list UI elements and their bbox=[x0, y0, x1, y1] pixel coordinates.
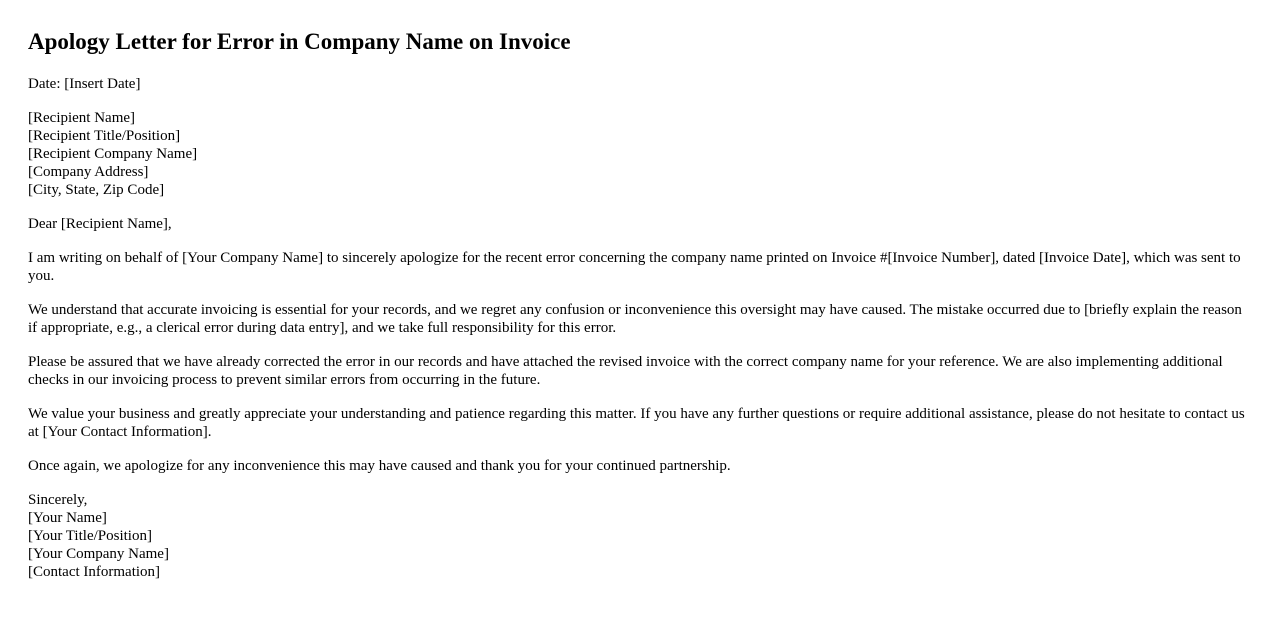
sender-contact: [Contact Information] bbox=[28, 564, 161, 580]
body-paragraph-4: We value your business and greatly appreciate your understanding and patience regarding this matter. If you have any further questions or require additional assistance, please do not hesitate to contact us at [Your Contact Information]. bbox=[28, 406, 1245, 440]
signature-block bbox=[28, 491, 1250, 581]
recipient-address: [Company Address] bbox=[28, 164, 149, 180]
sender-company: [Your Company Name] bbox=[28, 546, 169, 562]
recipient-name: [Recipient Name] bbox=[28, 110, 136, 126]
recipient-title: [Recipient Title/Position] bbox=[28, 128, 181, 144]
letter-page bbox=[0, 29, 1278, 581]
body-paragraph-5: Once again, we apologize for any inconvenience this may have caused and thank you for your continued partnership. bbox=[28, 458, 731, 474]
recipient-company: [Recipient Company Name] bbox=[28, 146, 198, 162]
sender-name: [Your Name] bbox=[28, 510, 107, 526]
page-title: Apology Letter for Error in Company Name on Invoice bbox=[28, 29, 571, 54]
closing: Sincerely, bbox=[28, 492, 88, 508]
body-paragraph-3: Please be assured that we have already corrected the error in our records and have attached the revised invoice with the correct company name for your reference. We are also implementing additional checks in our invoicing process to prevent similar errors from occurring in the future. bbox=[28, 354, 1223, 388]
sender-title: [Your Title/Position] bbox=[28, 528, 152, 544]
body-paragraph-1: I am writing on behalf of [Your Company Name] to sincerely apologize for the recent error concerning the company name printed on Invoice #[Invoice Number], dated [Invoice Date], which was sent to you. bbox=[28, 250, 1241, 284]
recipient-address-block bbox=[28, 109, 1250, 199]
recipient-city-state-zip: [City, State, Zip Code] bbox=[28, 182, 165, 198]
salutation: Dear [Recipient Name], bbox=[28, 216, 172, 232]
body-paragraph-2: We understand that accurate invoicing is essential for your records, and we regret any confusion or inconvenience this oversight may have caused. The mistake occurred due to [briefly explain the reason if appropriate, e.g., a clerical error during data entry], and we take full responsibility for this error. bbox=[28, 302, 1242, 336]
date-line: Date: [Insert Date] bbox=[28, 76, 141, 92]
